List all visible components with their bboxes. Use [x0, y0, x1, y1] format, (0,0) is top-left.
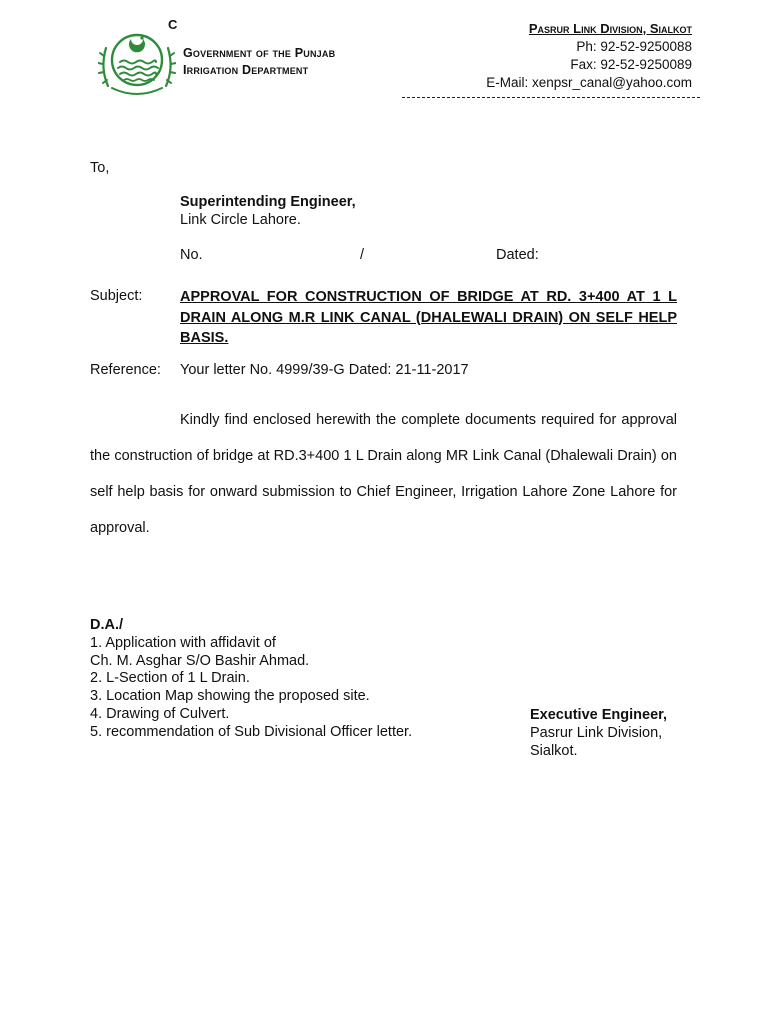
salutation-to: To, — [90, 160, 110, 176]
signatory-division: Pasrur Link Division, — [530, 725, 663, 741]
government-name — [183, 45, 335, 79]
enclosures-list — [90, 635, 412, 741]
list-item: 5. recommendation of Sub Divisional Officer letter. — [90, 723, 413, 740]
list-item: 1. Application with affidavit of — [90, 635, 276, 651]
subject-text: APPROVAL FOR CONSTRUCTION OF BRIDGE AT RD. 3+400 AT 1 L DRAIN ALONG M.R LINK CANAL (DHALEWALI DRAIN) ON SELF HELP BASIS. — [180, 289, 677, 346]
signatory-city: Sialkot. — [530, 743, 578, 759]
letterhead-mark: C — [168, 17, 178, 32]
division-name: Pasrur Link Division, Sialkot — [528, 21, 692, 36]
addressee-block — [180, 193, 356, 229]
reference-text: Your letter No. 4999/39-G Dated: 21-11-2017 — [180, 362, 469, 378]
enclosures-heading: D.A./ — [90, 617, 124, 633]
signature-block — [530, 706, 667, 760]
addressee-title: Superintending Engineer, — [180, 194, 356, 210]
letter-date-label: Dated: — [496, 247, 539, 263]
phone-number: Ph: 92-52-9250088 — [576, 39, 692, 54]
list-item: 4. Drawing of Culvert. — [90, 705, 230, 722]
addressee-office: Link Circle Lahore. — [180, 212, 301, 228]
fax-number: Fax: 92-52-9250089 — [570, 57, 692, 72]
subject-label: Subject: — [90, 288, 143, 304]
email-address: E-Mail: xenpsr_canal@yahoo.com — [486, 75, 692, 90]
signatory-title: Executive Engineer, — [530, 707, 668, 723]
list-item: 2. L-Section of 1 L Drain. — [90, 670, 250, 687]
reference-label: Reference: — [90, 362, 161, 378]
letterhead-divider — [402, 97, 700, 98]
list-item: Ch. M. Asghar S/O Bashir Ahmad. — [90, 652, 310, 669]
department-line: Irrigation Department — [183, 63, 309, 77]
punjab-government-emblem-icon — [98, 26, 176, 98]
letter-number-label: No. — [180, 247, 203, 263]
body-paragraph: Kindly find enclosed herewith the complete documents required for approval the construction of bridge at RD.3+400 1 L Drain along MR Link Canal (Dhalewali Drain) on self help basis for onward submission to Chief Engineer, Irrigation Lahore Zone Lahore for approval. — [90, 412, 677, 536]
office-contact-block — [486, 20, 692, 92]
list-item: 3. Location Map showing the proposed site. — [90, 688, 370, 705]
government-line: Government of the Punjab — [183, 46, 336, 60]
letter-number-separator: / — [360, 247, 365, 263]
